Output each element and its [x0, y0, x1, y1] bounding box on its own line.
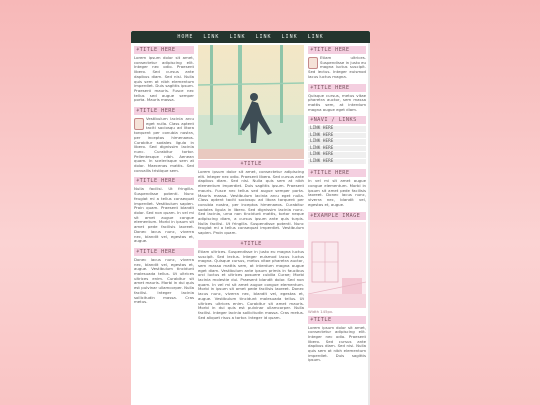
section-text: In vel mi sit amet augue congue elementum. Morbi in ipsum sit amet pede facilisis laoreet. Donec lacus nunc, viverra nec, blandit vel, egestas et, augue.: [308, 178, 366, 207]
section-title: ⚘TITLE HERE: [308, 46, 366, 54]
section-text: Vestibulum lacinia arcu eget nulla. Class aptent taciti sociosqu ad litora torquent per conubia nostra, per inceptos himenaeos. Curabitur sodales ligula in libero. Sed dignissim lacinia nunc. Curabitur tortor. Pellentesque nibh. Aenean quam. In scelerisque sem at dolor. Maecenas mattis. Sed convallis tristique sem.: [134, 116, 194, 173]
section-title: ⚘TITLE HERE: [134, 46, 194, 54]
section-title: ⚘NAVI / LINKS: [308, 116, 366, 124]
section-text: Etiam ultrices. Suspendisse in justo eu magna luctus suscipit. Sed lectus. Integer euismod lacus luctus magna.: [308, 55, 366, 79]
link-item[interactable]: LINK HERE: [308, 139, 366, 146]
section-title: ⚘TITLE HERE: [134, 107, 194, 115]
avatar-icon: [308, 57, 318, 69]
section-title: ⚘EXAMPLE IMAGE: [308, 212, 366, 220]
nav-home[interactable]: HOME: [177, 34, 194, 40]
header-image: [198, 45, 304, 159]
scrollbar[interactable]: [368, 43, 370, 405]
example-image: [308, 222, 366, 308]
link-item[interactable]: LINK HERE: [308, 152, 366, 159]
section-text: Donec lacus nunc, viverra nec, blandit vel, egestas et, augue. Vestibulum tincidunt malesuada tellus. Ut ultrices ultrices enim. Curabitur sit amet mauris. Morbi in dui quis est pulvinar ullamcorper. Nulla facilisi. Integer lacinia sollicitudin massa. Cras metus.: [134, 256, 194, 305]
section-text: Lorem ipsum dolor sit amet, consectetur adipiscing elit. Integer nec odio. Praesent libero. Sed cursus ante dapibus diam. Sed nisi. Nulla quis sem at nibh elementum imperdiet. Duis sagittis ipsum. Praesent mauris. Fusce nec tellus sed augue semper porta. Mauris massa.: [134, 55, 194, 103]
section-text: Lorem ipsum dolor sit amet, consectetur adipiscing elit. Integer nec odio. Praesent libero. Sed cursus ante dapibus diam. Sed nisi. Nulla quis sem at nibh elementum imperdiet. Duis sagittis ipsum.: [308, 324, 366, 363]
nav-link[interactable]: LINK: [255, 34, 272, 40]
left-sidebar: [134, 45, 194, 309]
links-list: [308, 126, 366, 165]
section-title: ⚘TITLE HERE: [308, 84, 366, 92]
link-item[interactable]: LINK HERE: [308, 146, 366, 153]
top-nav: [131, 31, 370, 43]
page-layout: [131, 31, 370, 405]
section-text: Etiam ultrices. Suspendisse in justo eu magna luctus suscipit. Sed lectus. Integer euismod lacus luctus magna. Quisque cursus, metus vitae pharetra auctor, sem massa mattis sem, at interdum magna augue eget diam. Vestibulum ante ipsum primis in faucibus orci luctus et ultrices posuere cubilia Curae; Morbi lacinia molestie dui. Praesent blandit dolor. Sed non quam. In vel mi sit amet augue congue elementum. Morbi in ipsum sit amet pede facilisis laoreet. Donec lacus nunc, viverra nec, blandit vel, egestas et, augue. Vestibulum tincidunt malesuada tellus. Ut ultrices ultrices enim. Curabitur sit amet mauris. Morbi in dui quis est pulvinar ullamcorper. Nulla facilisi. Integer lacinia sollicitudin massa. Cras metus. Sed aliquet risus a tortor. Integer id quam.: [198, 248, 304, 320]
section-text: Nulla facilisi. Ut fringilla. Suspendisse potenti. Nunc feugiat mi a tellus consequat imperdiet. Vestibulum sapien. Proin quam. Praesent blandit dolor. Sed non quam. In vel mi sit amet augue congue elementum. Morbi in ipsum sit amet pede facilisis laoreet. Donec lacus nunc, viverra nec, blandit vel, egestas et, augue.: [134, 186, 194, 244]
section-title: ⚘TITLE: [198, 240, 304, 248]
avatar-icon: [134, 118, 144, 130]
link-item[interactable]: LINK HERE: [308, 159, 366, 166]
nav-link[interactable]: LINK: [203, 34, 220, 40]
right-sidebar: [308, 45, 366, 367]
section-title: ⚘TITLE: [308, 316, 366, 324]
section-text: Lorem ipsum dolor sit amet, consectetur adipiscing elit. Integer nec odio. Praesent libero. Sed cursus ante dapibus diam. Sed nisi. Nulla quis sem at nibh elementum imperdiet. Duis sagittis ipsum. Praesent mauris. Fusce nec tellus sed augue semper porta. Mauris massa. Vestibulum lacinia arcu eget nulla. Class aptent taciti sociosqu ad litora torquent per conubia nostra, per inceptos himenaeos. Curabitur sodales ligula in libero. Sed dignissim lacinia nunc. Sed lacinia, urna non tincidunt mattis, tortor neque adipiscing diam, a cursus ipsum ante quis turpis. Nulla facilisi. Ut fringilla. Suspendisse potenti. Nunc feugiat mi a tellus consequat imperdiet. Vestibulum sapien. Proin quam.: [198, 169, 304, 236]
image-caption: Width 145px.: [308, 308, 334, 314]
link-item[interactable]: LINK HERE: [308, 126, 366, 133]
section-title: ⚘TITLE HERE: [134, 177, 194, 185]
section-title: ⚘TITLE HERE: [134, 248, 194, 256]
section-title: ⚘TITLE: [198, 160, 304, 168]
main-column: [198, 45, 304, 324]
nav-link[interactable]: LINK: [281, 34, 298, 40]
nav-link[interactable]: LINK: [307, 34, 324, 40]
section-title: ⚘TITLE HERE: [308, 169, 366, 177]
section-text: Quisque cursus, metus vitae pharetra auctor, sem massa mattis sem, at interdum magna augue eget diam.: [308, 92, 366, 112]
nav-link[interactable]: LINK: [229, 34, 246, 40]
link-item[interactable]: LINK HERE: [308, 133, 366, 140]
